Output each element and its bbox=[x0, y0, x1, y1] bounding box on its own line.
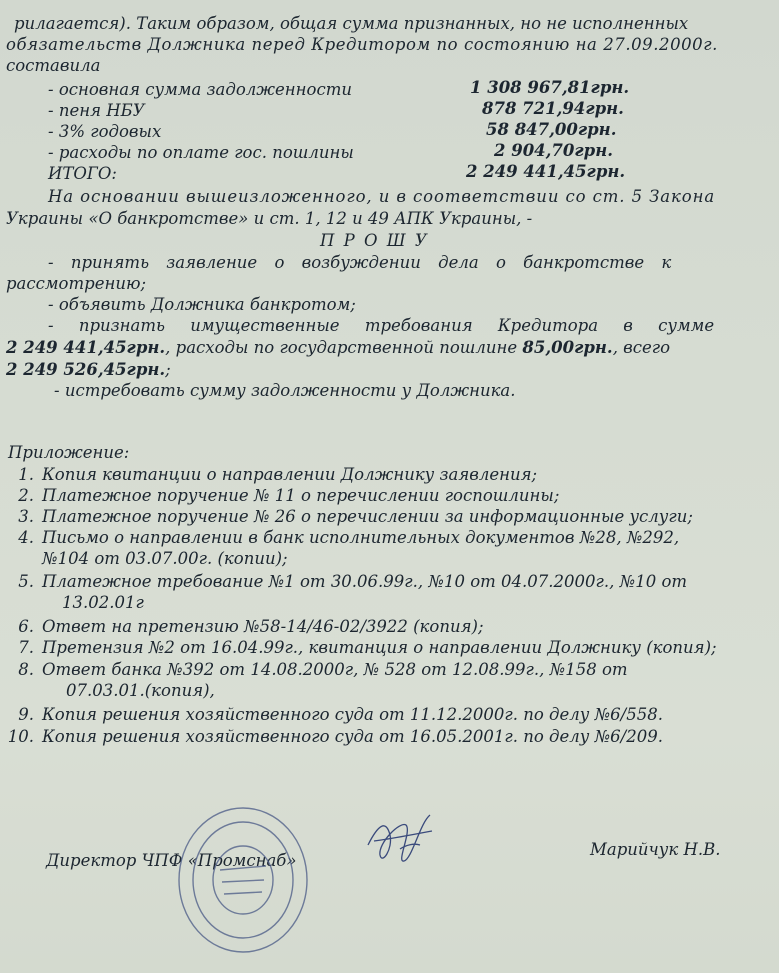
debt-label: - пеня НБУ bbox=[48, 101, 145, 120]
attachment-item: 6. Ответ на претензию №58-14/46-02/3922 (копия); bbox=[18, 617, 484, 636]
debt-label: - 3% годовых bbox=[48, 122, 162, 141]
request-item-cont: 2 249 526,45грн.; bbox=[6, 360, 171, 379]
attachment-item: 2. Платежное поручение № 11 о перечислении госпошлины; bbox=[18, 486, 560, 505]
request-item: - принять заявление о возбуждении дела о банкротстве к bbox=[48, 253, 672, 272]
attachments-heading: Приложение: bbox=[8, 443, 130, 462]
debt-label: - расходы по оплате гос. пошлины bbox=[48, 143, 354, 162]
director-name: Марийчук Н.В. bbox=[590, 840, 721, 859]
attachment-item: 9. Копия решения хозяйственного суда от 11.12.2000г. по делу №6/558. bbox=[18, 705, 663, 724]
intro-line-1: рилагается). Таким образом, общая сумма признанных, но не исполненных bbox=[14, 14, 689, 33]
request-item: - признать имущественные требования Кредитора в сумме bbox=[48, 316, 715, 335]
basis-line-2: Украины «О банкротстве» и ст. 1, 12 и 49 АПК Украины, - bbox=[6, 209, 533, 228]
signature-icon bbox=[360, 805, 450, 875]
attachment-item-cont: 07.03.01.(копия), bbox=[66, 681, 215, 700]
request-item-cont: рассмотрению; bbox=[6, 274, 147, 293]
intro-line-3: составила bbox=[6, 56, 101, 75]
attachment-item: 10. Копия решения хозяйственного суда от 16.05.2001г. по делу №6/209. bbox=[7, 727, 663, 746]
basis-line-1: На основании вышеизложенного, и в соответствии со ст. 5 Закона bbox=[48, 187, 716, 206]
debt-label: - основная сумма задолженности bbox=[48, 80, 352, 99]
total-label: ИТОГО: bbox=[48, 164, 117, 183]
debt-amount: 1 308 967,81грн. bbox=[470, 78, 630, 97]
attachment-item: 8. Ответ банка №392 от 14.08.2000г, № 528 от 12.08.99г., №158 от bbox=[18, 660, 628, 679]
attachment-item-cont: №104 от 03.07.00г. (копии); bbox=[42, 549, 288, 568]
attachment-item: 1. Копия квитанции о направлении Должнику заявления; bbox=[18, 465, 538, 484]
attachment-item: 4. Письмо о направлении в банк исполнительных документов №28, №292, bbox=[18, 528, 680, 547]
total-amount: 2 249 441,45грн. bbox=[466, 162, 626, 181]
attachment-item-cont: 13.02.01г bbox=[62, 593, 144, 612]
round-stamp-icon bbox=[168, 800, 318, 960]
director-position: Директор ЧПФ «Промснаб» bbox=[46, 851, 297, 870]
request-item: - объявить Должника банкротом; bbox=[48, 295, 356, 314]
attachment-item: 5. Платежное требование №1 от 30.06.99г., №10 от 04.07.2000г., №10 от bbox=[18, 572, 688, 591]
request-heading: П Р О Ш У bbox=[320, 231, 429, 250]
attachment-item: 7. Претензия №2 от 16.04.99г., квитанция о направлении Должнику (копия); bbox=[18, 638, 717, 657]
request-item: - истребовать сумму задолженности у Должника. bbox=[54, 381, 516, 400]
debt-amount: 58 847,00грн. bbox=[486, 120, 617, 139]
attachment-item: 3. Платежное поручение № 26 о перечислении за информационные услуги; bbox=[18, 507, 693, 526]
debt-amount: 2 904,70грн. bbox=[494, 141, 613, 160]
debt-amount: 878 721,94грн. bbox=[482, 99, 624, 118]
request-item-cont: 2 249 441,45грн., расходы по государственной пошлине 85,00грн., всего bbox=[6, 338, 671, 357]
intro-line-2: обязательств Должника перед Кредитором по состоянию на 27.09.2000г. bbox=[6, 35, 718, 54]
